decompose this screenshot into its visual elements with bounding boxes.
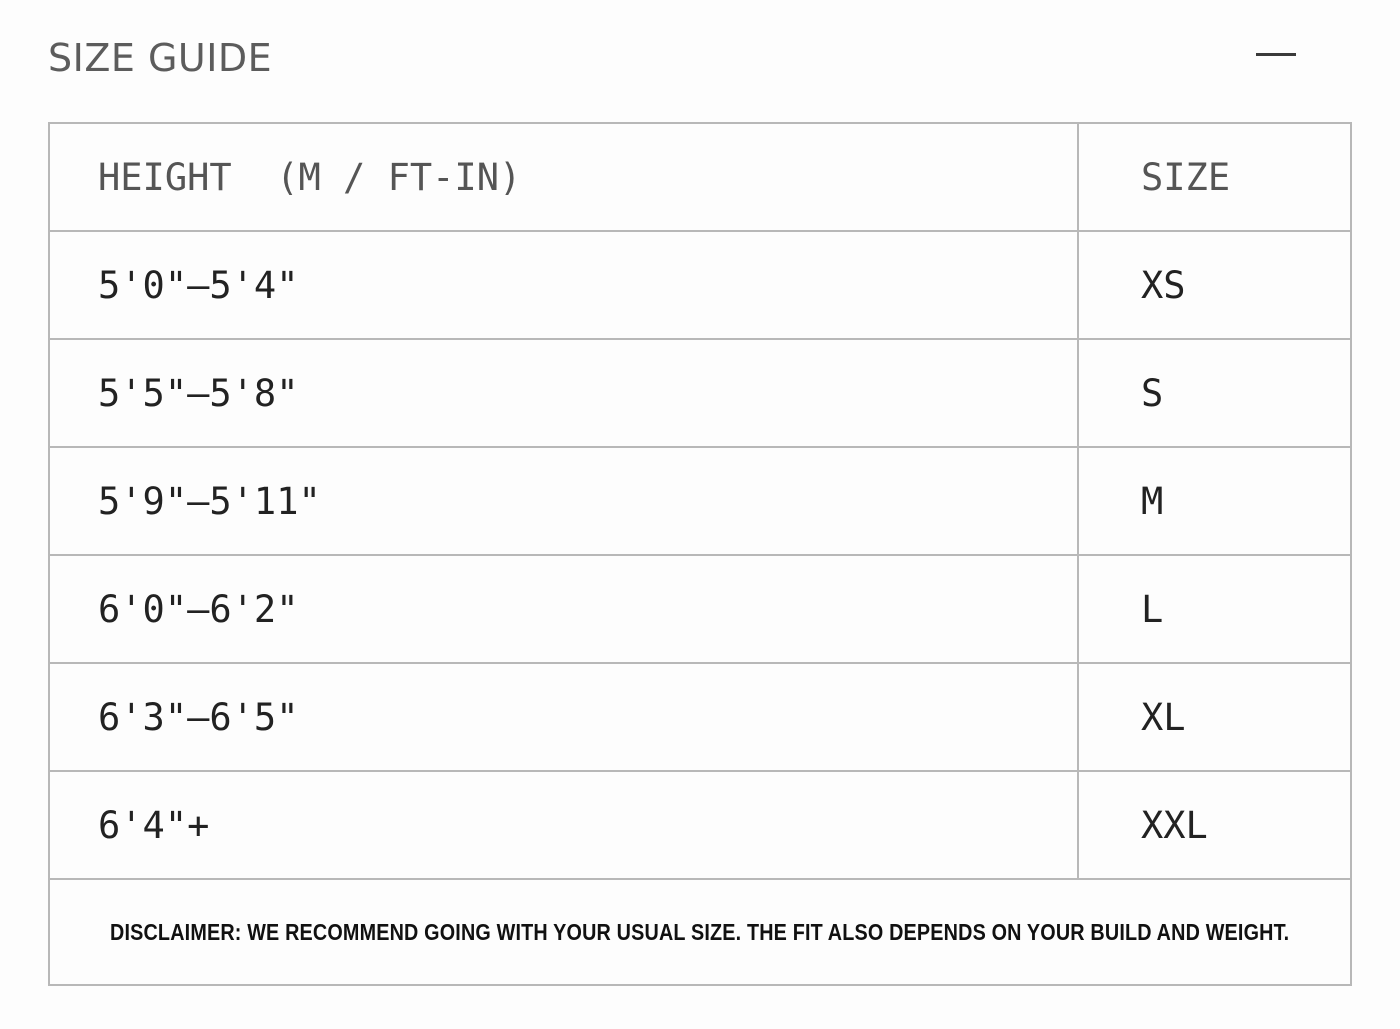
size-cell: XXL (1141, 803, 1208, 847)
height-cell: 5'0"–5'4" (50, 232, 1079, 338)
table-header-row (50, 124, 1350, 232)
size-guide-title: SIZE GUIDE (48, 36, 273, 80)
disclaimer-row (50, 880, 1350, 984)
height-cell: 5'5"–5'8" (50, 340, 1079, 446)
table-row (50, 340, 1350, 448)
height-cell: 5'9"–5'11" (50, 448, 1079, 554)
size-cell: S (1141, 371, 1164, 415)
height-cell: 6'4"+ (50, 772, 1079, 878)
table-row (50, 664, 1350, 772)
column-header-size: SIZE (1141, 155, 1231, 199)
table-row (50, 556, 1350, 664)
size-cell: M (1141, 479, 1164, 523)
collapse-button[interactable] (1246, 34, 1306, 74)
table-row (50, 448, 1350, 556)
column-header-height: HEIGHT (M / FT-IN) (50, 124, 1079, 230)
height-cell: 6'3"–6'5" (50, 664, 1079, 770)
size-guide-header[interactable] (48, 0, 1352, 118)
height-cell: 6'0"–6'2" (50, 556, 1079, 662)
table-row (50, 772, 1350, 880)
disclaimer-text: DISCLAIMER: WE RECOMMEND GOING WITH YOUR USUAL SIZE. THE FIT ALSO DEPENDS ON YOUR BUILD AND WEIGHT. (110, 918, 1290, 945)
size-cell: L (1141, 587, 1164, 631)
size-cell: XL (1141, 695, 1186, 739)
table-row (50, 232, 1350, 340)
size-table (48, 122, 1352, 986)
minus-icon (1256, 53, 1296, 56)
size-cell: XS (1141, 263, 1186, 307)
